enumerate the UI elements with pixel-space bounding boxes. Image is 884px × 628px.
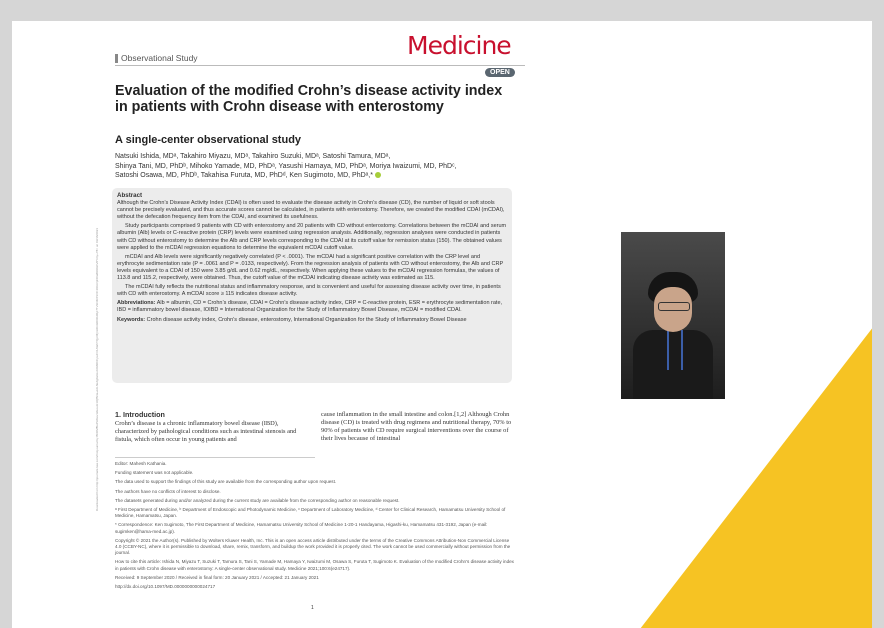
footnote-correspondence: * Correspondence: Ken Sugimoto, The First Department of Medicine, Hamamatsu University School of Medicine 1-20-1 Handayama, Higashi-ku, Hamamatsu 431-3192, Japan (e-mail: sugimken@hama-med.ac.jp). [115,522,488,534]
open-access-badge: OPEN [485,68,515,77]
footnote-data: The data used to support the findings of this study are available from the corresponding author upon request. [115,479,337,485]
abstract-paragraph: The mCDAI fully reflects the nutritional status and inflammatory response, and is convenient and useful for assessing disease activity over time, in patients with CD with enterostomy. A mCDAI score ≥ 115 indicates disease activity. [117,284,501,298]
abstract-paragraph: Although the Crohn’s Disease Activity Index (CDAI) is often used to evaluate the disease activity in Crohn’s disease (CD), the number of liquid or soft stools cannot be precisely evaluated, and thus accurate scores cannot be calculated, in patients with enterostomy. Therefore, we created the modified CDAI (mCDAI), without the defecation frequency item from the CDAI, and examined its usefulness. [117,200,505,221]
author-line: Natsuki Ishida, MDᵃ, Takahiro Miyazu, MDᵃ, Takahiro Suzuki, MDᵃ, Satoshi Tamura, MDᵃ, [115,153,391,160]
footnotes [115,461,515,593]
abstract-paragraph: mCDAI and Alb levels were significantly negatively correlated (P < .0001). The mCDAI had a significant positive correlation with the CRP level and erythrocyte sedimentation rate (P = .0061 and P = .0133, respectively). From the regression analysis of patients with CD without enterostomy, the Alb and CRP levels equivalent to a CDAI of 150 were 3.85 g/dL and 0.62 mg/dL, respectively. When applying these values to the mCDAI regression formulas, the values of 113.8 and 115.2, respectively, were obtained. Thus, the cutoff value of the mCDAI indicating disease activity was estimated as 115. [117,253,504,282]
intro-heading: 1. Introduction [115,410,165,419]
footnote-editor: Editor: Mahesh Kathania. [115,461,167,466]
author-list [115,152,525,181]
header-divider [115,65,525,66]
footnote-doi[interactable]: http://dx.doi.org/10.1097/MD.0000000000024717 [115,584,216,590]
download-side-strip: Downloaded from http://journals.lww.com/md-journal by BhDMf5ePHKav1zEoum1tQfN4a+kJLhEZgbsIHo4XMi0hCywCX1AWnYQp/IlQrHD3i3D0OdRyi7TvSFl4Cf3VC4/OAVpDDa8KKGKV0Ymy+78= on 03/16/2021 [95,227,99,511]
article-title: Evaluation of the modified Crohn’s disease activity index in patients with Crohn disease with enterostomy [115,83,503,115]
footnote-divider [115,457,315,458]
abstract-heading: Abstract [117,192,143,199]
author-photo [621,232,725,399]
footnote-funding: Funding statement was not applicable. [115,470,194,476]
article-type-label: Observational Study [115,54,198,63]
abbreviations: Abbreviations: Alb = albumin, CD = Crohn’s disease, CDAI = Crohn’s disease activity index, CRP = C-reactive protein, ESR = erythrocyte sedimentation rate, IBD = inflammatory bowel disease, IOIBD = International Organization for the Study of Inflammatory Bowel Disease, mCDAI = modified CDAI. [117,300,503,314]
intro-right-column [321,411,518,443]
intro-text-left: Crohn’s disease is a chronic inflammatory bowel disease (IBD), characterized by pathological conditions such as intestinal stenosis and fistula, which often occur in young patients and [115,419,297,443]
article-subtitle: A single-center observational study [115,134,302,146]
abstract-paragraph: Study participants comprised 9 patients with CD with enterostomy and 20 patients with CD without enterostomy. Correlations between the mCDAI and serum albumin (Alb) levels or C-reactive protein (CRP) levels were examined using regression analysis. Additionally, regression analyses were conducted in patients with CD without enterostomy to determine the Alb and CRP levels corresponding to the CDAI at its cutoff value for remission status (150). The obtained values were applied to the mCDAI regression equations to determine the equivalent mCDAI cutoff value. [117,223,507,251]
author-line: Satoshi Osawa, MD, PhDᵇ, Takahisa Furuta, MD, PhDᵈ, Ken Sugimoto, MD, PhDᵃ,* [115,171,525,181]
paper-page [95,21,621,628]
slide [12,21,872,628]
footnote-copyright: Copyright © 2021 the Author(s). Published by Wolters Kluwer Health, Inc. This is an open access article distributed under the terms of the Creative Commons Attribution-Non Commercial License 4.0 (CCBY-NC), where it is permissible to download, share, remix, transform, and buildup the work provided it is properly cited. The work cannot be used commercially without permission from the journal. [115,537,511,556]
footnote-affiliations: ᵃ First Department of Medicine, ᵇ Department of Endoscopic and Photodynamic Medicine, ᶜ Department of Laboratory Medicine, ᵈ Center for Clinical Research, Hamamatsu University School of Medicine, Hamamatsu, Japan. [115,507,506,519]
orcid-icon[interactable] [375,172,381,178]
intro-left-column [115,411,312,444]
intro-text-right: cause inflammation in the small intestine and colon.[1,2] Although Crohn disease (CD) is treated with drug regimens and nutritional therapy, 70% to 90% of patients with CD require surgical interventions over the course of their lives because of intestinal [321,411,512,442]
footnote-conflicts: The authors have no conflicts of interest to disclose. [115,488,221,494]
page-number: 1 [311,605,314,611]
footnote-datasets: The datasets generated during and/or analyzed during the current study are available from the corresponding author on reasonable request. [115,497,400,503]
journal-logo: Medicine [407,31,511,60]
footnote-dates: Received: 9 September 2020 / Received in final form: 20 January 2021 / Accepted: 21 January 2021 [115,574,319,580]
author-line: Shinya Tani, MD, PhDᵇ, Mihoko Yamade, MD, PhDᵃ, Yasushi Hamaya, MD, PhDᵃ, Moriya Iwaizumi, MD, PhDᶜ, [115,162,457,170]
abstract-box [112,188,512,383]
footnote-citation: How to cite this article: Ishida N, Miyazu T, Suzuki T, Tamura S, Tani S, Yamade M, Hamaya Y, Iwaizumi M, Osawa S, Furuta T, Sugimoto K. Evaluation of the modified Crohn’s disease activity index in patients with Crohn disease with enterostomy: A single-center observational study. Medicine 2021;100:6(e24717). [115,559,514,571]
keywords: Keywords: Crohn disease activity index, Crohn’s disease, enterostomy, International Organization for the Study of Inflammatory Bowel Disease [117,316,467,323]
